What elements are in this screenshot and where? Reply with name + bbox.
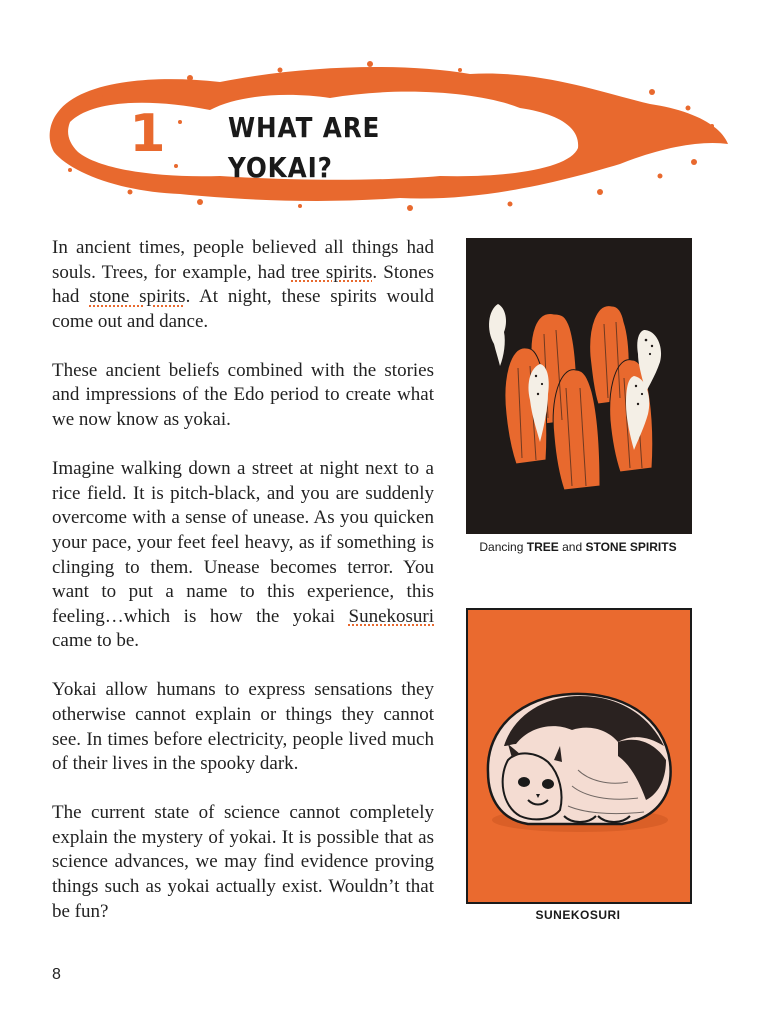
glossary-term-tree-spirits[interactable]: tree spirits [291,261,373,283]
spirits-illustration [466,238,692,534]
chapter-title: WHAT ARE YOKAI? [228,111,381,184]
paragraph-1 [52,236,434,334]
caption-term: STONE SPIRITS [585,540,677,554]
text-segment: . At night, these spirits would come out and dance. [52,286,435,332]
figure-caption-spirits [448,540,708,554]
paragraph-3 [52,457,434,654]
glossary-term-sunekosuri[interactable]: Sunekosuri [348,605,434,627]
illustration-tree-stone-spirits [466,238,692,534]
text-segment: came to be. [52,630,140,652]
chapter-number: 1 [129,104,165,164]
caption-text: Dancing [479,540,527,554]
text-segment: Imagine walking down a street at night next to a rice field. It is pitch-black, and you are suddenly overcome with a sense of unease. As you quicken your pace, your feet feel heavy, as if something is clinging to them. Unease becomes terror. You want to put a name to this experience, this feeling…which is how the yokai [52,458,434,627]
figure-caption-sunekosuri: SUNEKOSURI [535,908,621,922]
text-segment: In ancient times, people believed all things had souls. Trees, for example, had [52,237,434,283]
text-segment: . Stones had [52,261,434,308]
paragraph-5: The current state of science cannot completely explain the mystery of yokai. It is possible that as science advances, we may find evidence proving things such as yokai actually exist. Wouldn’t that be fun? [52,802,434,922]
paragraph-2: These ancient beliefs combined with the stories and impressions of the Edo period to create what we now know as yokai. [52,359,434,431]
sunekosuri-illustration [468,610,690,902]
caption-text: and [558,540,586,554]
glossary-term-stone-spirits[interactable]: stone spirits [89,286,186,308]
caption-term: TREE [526,540,559,554]
paragraph-4: Yokai allow humans to express sensations they otherwise cannot explain or things they cannot see. In times before electricity, people lived much of their lives in the spooky dark. [52,679,434,775]
body-text [52,236,434,949]
chapter-banner [40,52,730,212]
illustration-sunekosuri [466,608,692,904]
page-number: 8 [52,966,61,983]
